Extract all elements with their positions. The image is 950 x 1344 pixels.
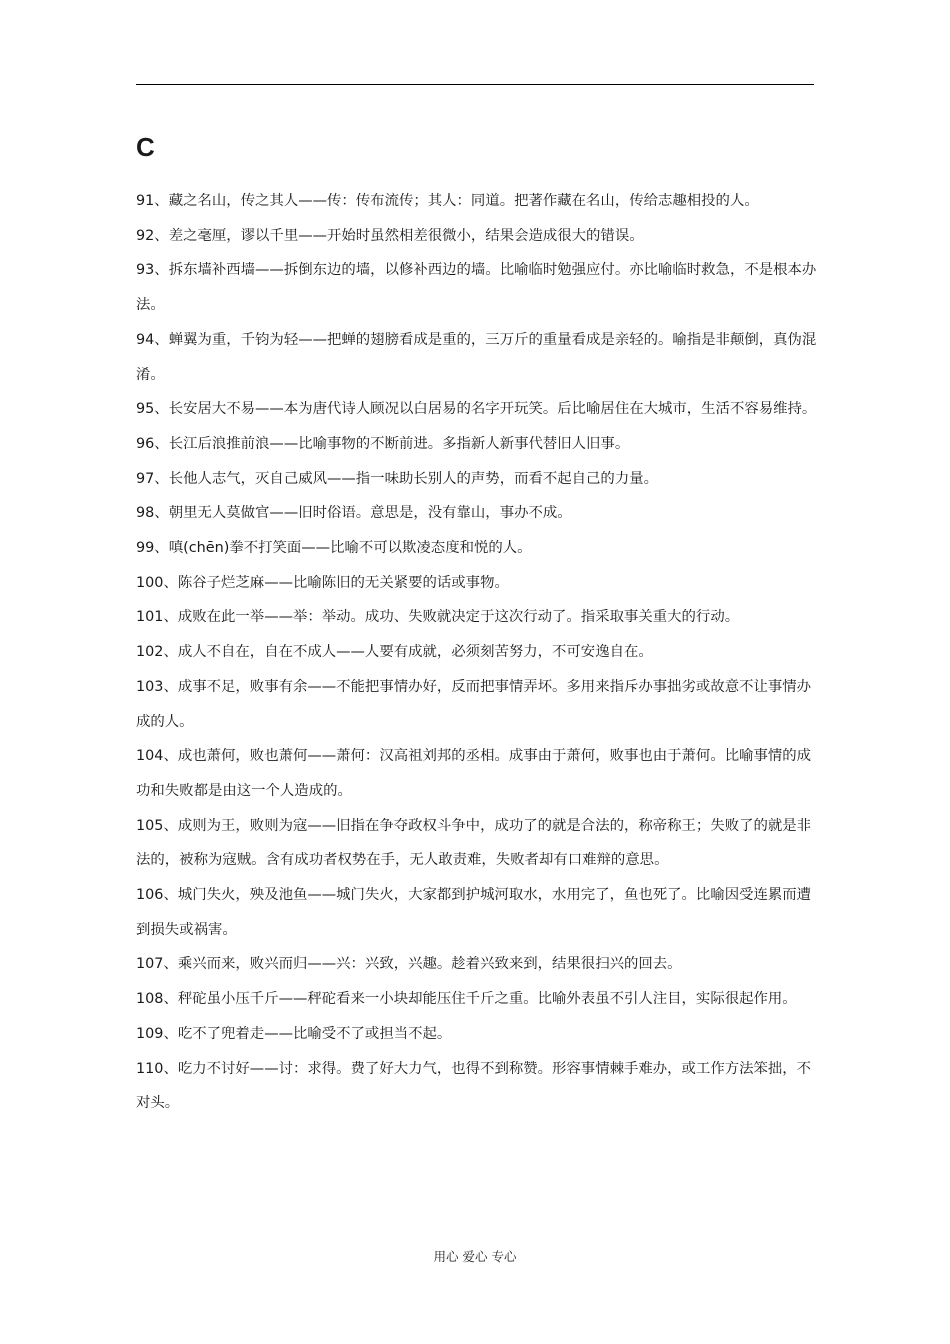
list-item: 102、成人不自在，自在不成人——人要有成就，必须刻苦努力，不可安逸自在。 bbox=[136, 644, 653, 661]
list-item: 97、长他人志气，灭自己威风——指一味助长别人的声势，而看不起自己的力量。 bbox=[136, 470, 658, 487]
list-item: 93、拆东墙补西墙——拆倒东边的墙，以修补西边的墙。比喻临时勉强应付。亦比喻临时救急，不是根本办法。 bbox=[136, 262, 817, 314]
list-item: 105、成则为王，败则为寇——旧指在争夺政权斗争中，成功了的就是合法的，称帝称王；失败了的就是非法的，被称为寇贼。含有成功者权势在手，无人敢责难，失败者却有口难辩的意思。 bbox=[136, 817, 812, 869]
page-footer: 用心 爱心 专心 bbox=[433, 1249, 517, 1264]
list-item: 98、朝里无人莫做官——旧时俗语。意思是，没有靠山，事办不成。 bbox=[136, 505, 572, 522]
list-item: 107、乘兴而来，败兴而归——兴：兴致，兴趣。趁着兴致来到，结果很扫兴的回去。 bbox=[136, 956, 682, 973]
section-heading: C bbox=[136, 132, 155, 162]
list-item: 92、差之毫厘，谬以千里——开始时虽然相差很微小，结果会造成很大的错误。 bbox=[136, 227, 644, 244]
list-item: 91、藏之名山，传之其人——传：传布流传；其人：同道。把著作藏在名山，传给志趣相投的人。 bbox=[136, 193, 759, 209]
list-item: 108、秤砣虽小压千斤——秤砣看来一小块却能压住千斤之重。比喻外表虽不引人注目，实际很起作用。 bbox=[136, 991, 797, 1008]
list-item: 106、城门失火，殃及池鱼——城门失火，大家都到护城河取水，水用完了，鱼也死了。比喻因受连累而遭到损失或祸害。 bbox=[136, 887, 812, 938]
header-rule bbox=[136, 84, 814, 85]
list-item: 96、长江后浪推前浪——比喻事物的不断前进。多指新人新事代替旧人旧事。 bbox=[136, 435, 630, 452]
list-item: 99、嗔(chēn)拳不打笑面——比喻不可以欺凌态度和悦的人。 bbox=[136, 540, 532, 557]
list-item: 101、成败在此一举——举：举动。成功、失败就决定于这次行动了。指采取事关重大的行动。 bbox=[136, 609, 740, 626]
list-item: 104、成也萧何，败也萧何——萧何：汉高祖刘邦的丞相。成事由于萧何，败事也由于萧何。比喻事情的成功和失败都是由这一个人造成的。 bbox=[136, 748, 812, 799]
list-item: 109、吃不了兜着走——比喻受不了或担当不起。 bbox=[136, 1025, 452, 1042]
list-item: 95、长安居大不易——本为唐代诗人顾况以白居易的名字开玩笑。后比喻居住在大城市，生活不容易维持。 bbox=[136, 401, 817, 418]
idiom-list bbox=[136, 184, 818, 1121]
list-item: 100、陈谷子烂芝麻——比喻陈旧的无关紧要的话或事物。 bbox=[136, 574, 509, 591]
list-item: 110、吃力不讨好——讨：求得。费了好大力气，也得不到称赞。形容事情棘手难办，或工作方法笨拙，不对头。 bbox=[136, 1060, 812, 1112]
list-item: 103、成事不足，败事有余——不能把事情办好，反而把事情弄坏。多用来指斥办事拙劣或故意不让事情办成的人。 bbox=[136, 678, 812, 730]
list-item: 94、蝉翼为重，千钧为轻——把蝉的翅膀看成是重的，三万斤的重量看成是亲轻的。喻指是非颠倒，真伪混淆。 bbox=[136, 331, 817, 383]
